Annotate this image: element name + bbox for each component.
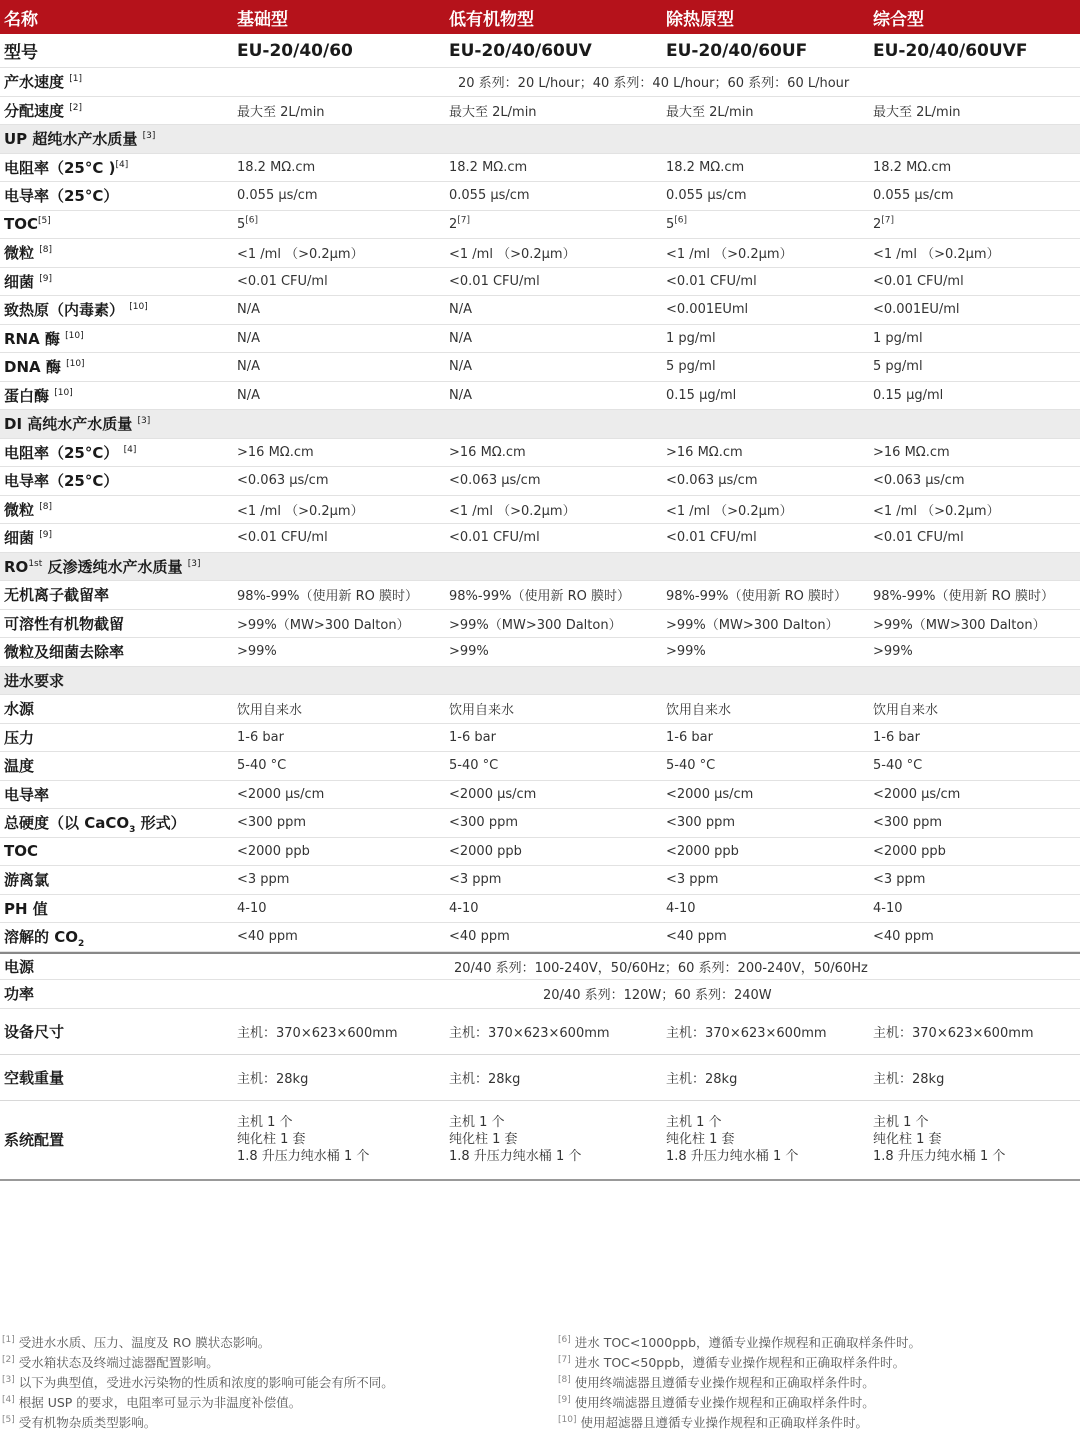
- cell: 5 pg/ml: [873, 359, 923, 375]
- cell: 主机：370×623×600mm: [873, 1025, 1034, 1041]
- cell: <3 ppm: [666, 872, 719, 888]
- cell: <0.063 μs/cm: [237, 473, 329, 489]
- row-label: 型号: [4, 43, 38, 63]
- footnote: [8] 使用终端滤器且遵循专业操作规程和正确取样条件时。: [558, 1374, 875, 1390]
- cell: 最大至 2L/min: [237, 104, 325, 120]
- row-label: 溶解的 $CO_2$: [4, 928, 85, 950]
- cell: 饮用自来水: [449, 703, 515, 719]
- cell-span: 20/40 系列：120W；60 系列：240W: [543, 988, 772, 1004]
- row-label: 电导率: [4, 785, 50, 804]
- cell: <0.01 CFU/ml: [449, 273, 540, 289]
- cell: 4-10: [666, 900, 696, 916]
- cell: N/A: [449, 302, 472, 318]
- cell: <0.01 CFU/ml: [449, 530, 540, 546]
- row-label: PH 值: [4, 899, 48, 918]
- row-weight: [0, 1055, 1080, 1101]
- row-label: TOC[5]: [4, 215, 51, 234]
- cell: <1 /ml （>0.2μm）: [666, 503, 793, 519]
- cell: <0.01 CFU/ml: [237, 530, 328, 546]
- row-label: RNA 酶 [10]: [4, 329, 84, 348]
- cell: 0.055 μs/cm: [666, 188, 747, 204]
- row-up-toc: [0, 211, 1080, 240]
- footnote: [2] 受水箱状态及终端过滤器配置影响。: [2, 1354, 219, 1370]
- section-feed: [0, 667, 1080, 696]
- cell: <1 /ml （>0.2μm）: [449, 247, 576, 263]
- row-power: [0, 952, 1080, 981]
- row-feed-pressure: [0, 724, 1080, 753]
- cell: N/A: [449, 330, 472, 346]
- footnote: [5] 受有机物杂质类型影响。: [2, 1414, 157, 1430]
- cell: 5-40 °C: [449, 758, 499, 774]
- row-label: 电阻率（25°C )[4]: [4, 158, 129, 177]
- cell: <0.01 CFU/ml: [666, 530, 757, 546]
- cell: >99%（MW>300 Dalton）: [237, 617, 410, 633]
- cell: <2000 μs/cm: [666, 786, 754, 802]
- footnote: [9] 使用终端滤器且遵循专业操作规程和正确取样条件时。: [558, 1394, 875, 1410]
- row-di-resistivity: [0, 439, 1080, 468]
- cell: 主机：28kg: [449, 1071, 521, 1087]
- cell: 饮用自来水: [666, 703, 732, 719]
- row-up-protease: [0, 382, 1080, 411]
- cell: 主机：28kg: [666, 1071, 738, 1087]
- row-ro-organic: [0, 610, 1080, 639]
- cell: >16 MΩ.cm: [237, 444, 314, 460]
- cell: <300 ppm: [237, 815, 307, 831]
- cell: 5-40 °C: [666, 758, 716, 774]
- cell: 1-6 bar: [449, 729, 496, 745]
- cell: 98%-99%（使用新 RO 膜时）: [873, 589, 1055, 605]
- footnote: [7] 进水 TOC<50ppb，遵循专业操作规程和正确取样条件时。: [558, 1354, 906, 1370]
- row-feed-ph: [0, 895, 1080, 924]
- cell: EU-20/40/60UVF: [873, 40, 1028, 61]
- cell: >99%（MW>300 Dalton）: [873, 617, 1046, 633]
- cell: <0.01 CFU/ml: [237, 273, 328, 289]
- cell: 主机：370×623×600mm: [449, 1025, 610, 1041]
- row-label: 温度: [4, 757, 35, 776]
- row-label: 总硬度（以 CaCO$_3$ 形式）: [4, 814, 186, 836]
- cell: 18.2 MΩ.cm: [873, 159, 952, 175]
- cell: 最大至 2L/min: [449, 104, 537, 120]
- row-label: 微粒 [8]: [4, 500, 52, 519]
- cell-span: 20 系列：20 L/hour；40 系列：40 L/hour；60 系列：60 L/hour: [458, 76, 850, 92]
- row-label: 空载重量: [4, 1068, 65, 1087]
- row-label: 设备尺寸: [4, 1022, 65, 1041]
- row-label: 无机离子截留率: [4, 586, 110, 605]
- cell: <3 ppm: [873, 872, 926, 888]
- cell: >99%（MW>300 Dalton）: [449, 617, 622, 633]
- cell: <1 /ml （>0.2μm）: [449, 503, 576, 519]
- table-header: [0, 0, 1080, 34]
- row-label: 微粒及细菌去除率: [4, 643, 125, 662]
- cell: <2000 ppb: [666, 843, 739, 859]
- row-up-pyrogen: [0, 296, 1080, 325]
- section-up: [0, 125, 1080, 154]
- row-flow: [0, 68, 1080, 97]
- cell: 最大至 2L/min: [873, 104, 961, 120]
- cell: N/A: [449, 387, 472, 403]
- row-label: 电阻率（25°C） [4]: [4, 443, 137, 462]
- cell: >16 MΩ.cm: [449, 444, 526, 460]
- row-config: [0, 1101, 1080, 1181]
- row-dispense: [0, 97, 1080, 126]
- cell: 4-10: [237, 900, 267, 916]
- row-feed-source: [0, 695, 1080, 724]
- cell: <40 ppm: [449, 929, 510, 945]
- footnotes-right: [558, 1333, 921, 1433]
- cell: EU-20/40/60: [237, 40, 353, 61]
- cell: 主机 1 个 纯化柱 1 套 1.8 升压力纯水桶 1 个: [873, 1115, 1006, 1164]
- cell: EU-20/40/60UV: [449, 40, 592, 61]
- cell: >99%: [666, 644, 706, 660]
- cell: 4-10: [449, 900, 479, 916]
- row-up-dnase: [0, 353, 1080, 382]
- cell-span: 20/40 系列：100-240V，50/60Hz；60 系列：200-240V，50/60Hz: [454, 960, 868, 976]
- cell: 4-10: [873, 900, 903, 916]
- cell: N/A: [237, 302, 260, 318]
- section-title: $RO^{1st}$ 反渗透纯水产水质量 [3]: [4, 557, 201, 576]
- cell: EU-20/40/60UF: [666, 40, 808, 61]
- cell: 2[7]: [873, 215, 895, 232]
- cell: >99%: [873, 644, 913, 660]
- row-label: 功率: [4, 985, 35, 1004]
- section-di: [0, 410, 1080, 439]
- cell: <3 ppm: [237, 872, 290, 888]
- header-col-combined: 综合型: [873, 9, 924, 30]
- cell: <300 ppm: [873, 815, 943, 831]
- cell: <1 /ml （>0.2μm）: [873, 247, 1000, 263]
- cell: 5-40 °C: [873, 758, 923, 774]
- cell: <2000 ppb: [237, 843, 310, 859]
- cell: 主机：370×623×600mm: [237, 1025, 398, 1041]
- cell: <0.001EU/ml: [873, 302, 960, 318]
- row-ro-removal: [0, 638, 1080, 667]
- cell: 98%-99%（使用新 RO 膜时）: [449, 589, 631, 605]
- header-col-depyrogen: 除热原型: [666, 9, 734, 30]
- cell: 98%-99%（使用新 RO 膜时）: [237, 589, 419, 605]
- cell: N/A: [237, 359, 260, 375]
- row-feed-toc: [0, 838, 1080, 867]
- row-label: 电导率（25°C）: [4, 472, 119, 491]
- cell: 1 pg/ml: [666, 330, 716, 346]
- cell: <40 ppm: [237, 929, 298, 945]
- cell: <2000 μs/cm: [873, 786, 961, 802]
- cell: <40 ppm: [666, 929, 727, 945]
- cell: 主机 1 个 纯化柱 1 套 1.8 升压力纯水桶 1 个: [666, 1115, 799, 1164]
- cell: 5-40 °C: [237, 758, 287, 774]
- cell: N/A: [237, 330, 260, 346]
- cell: 2[7]: [449, 215, 471, 232]
- cell: N/A: [237, 387, 260, 403]
- cell: <0.063 μs/cm: [666, 473, 758, 489]
- footnote: [6] 进水 TOC<1000ppb，遵循专业操作规程和正确取样条件时。: [558, 1334, 921, 1350]
- row-feed-chlorine: [0, 866, 1080, 895]
- cell: 主机：28kg: [237, 1071, 309, 1087]
- row-label: 电导率（25°C）: [4, 187, 119, 206]
- cell: <0.01 CFU/ml: [666, 273, 757, 289]
- cell: 饮用自来水: [237, 703, 303, 719]
- cell: <3 ppm: [449, 872, 502, 888]
- row-di-conductivity: [0, 467, 1080, 496]
- cell: 0.055 μs/cm: [449, 188, 530, 204]
- section-ro: [0, 553, 1080, 582]
- row-up-bacteria: [0, 268, 1080, 297]
- cell: <1 /ml （>0.2μm）: [237, 503, 364, 519]
- row-label: 分配速度 [2]: [4, 101, 82, 120]
- cell: <2000 ppb: [449, 843, 522, 859]
- row-label: 可溶性有机物截留: [4, 614, 125, 633]
- cell: 最大至 2L/min: [666, 104, 754, 120]
- cell: <1 /ml （>0.2μm）: [237, 247, 364, 263]
- row-label: 蛋白酶 [10]: [4, 386, 73, 405]
- cell: >99%（MW>300 Dalton）: [666, 617, 839, 633]
- cell: <2000 μs/cm: [449, 786, 537, 802]
- row-up-rnase: [0, 325, 1080, 354]
- cell: <300 ppm: [666, 815, 736, 831]
- cell: >16 MΩ.cm: [873, 444, 950, 460]
- section-title: DI 高纯水产水质量 [3]: [4, 415, 151, 434]
- cell: <2000 ppb: [873, 843, 946, 859]
- row-feed-conductivity: [0, 781, 1080, 810]
- row-up-resistivity: [0, 154, 1080, 183]
- row-label: 系统配置: [4, 1131, 65, 1149]
- row-label: 游离氯: [4, 871, 50, 890]
- row-feed-co2: [0, 923, 1080, 952]
- cell: >99%: [237, 644, 277, 660]
- cell: <0.01 CFU/ml: [873, 273, 964, 289]
- row-label: 电源: [4, 957, 35, 976]
- row-label: 细菌 [9]: [4, 272, 52, 291]
- row-label: 水源: [4, 700, 35, 719]
- cell: 5[6]: [237, 215, 259, 232]
- cell: 主机 1 个 纯化柱 1 套 1.8 升压力纯水桶 1 个: [449, 1115, 582, 1164]
- cell: >99%: [449, 644, 489, 660]
- cell: 饮用自来水: [873, 703, 939, 719]
- cell: <0.063 μs/cm: [449, 473, 541, 489]
- header-col-basic: 基础型: [237, 9, 288, 30]
- footnote: [10] 使用超滤器且遵循专业操作规程和正确取样条件时。: [558, 1414, 868, 1430]
- footnote: [1] 受进水水质、压力、温度及 RO 膜状态影响。: [2, 1334, 271, 1350]
- section-title: 进水要求: [4, 671, 65, 690]
- row-up-conductivity: [0, 182, 1080, 211]
- cell: 0.055 μs/cm: [237, 188, 318, 204]
- footnotes-left: [2, 1333, 394, 1433]
- section-title: UP 超纯水产水质量 [3]: [4, 130, 156, 149]
- row-ro-ion: [0, 581, 1080, 610]
- cell: 主机：370×623×600mm: [666, 1025, 827, 1041]
- cell: 0.15 μg/ml: [666, 387, 737, 403]
- cell: <0.01 CFU/ml: [873, 530, 964, 546]
- footnote: [4] 根据 USP 的要求，电阻率可显示为非温度补偿值。: [2, 1394, 302, 1410]
- cell: 主机 1 个 纯化柱 1 套 1.8 升压力纯水桶 1 个: [237, 1115, 370, 1164]
- header-name: 名称: [4, 9, 38, 30]
- row-label: 细菌 [9]: [4, 529, 52, 548]
- cell: N/A: [449, 359, 472, 375]
- cell: <1 /ml （>0.2μm）: [873, 503, 1000, 519]
- cell: 0.055 μs/cm: [873, 188, 954, 204]
- cell: 98%-99%（使用新 RO 膜时）: [666, 589, 848, 605]
- row-size: [0, 1009, 1080, 1055]
- row-model: [0, 34, 1080, 68]
- cell: 1-6 bar: [237, 729, 284, 745]
- cell: 18.2 MΩ.cm: [237, 159, 316, 175]
- cell: 18.2 MΩ.cm: [449, 159, 528, 175]
- cell: <300 ppm: [449, 815, 519, 831]
- row-wattage: [0, 980, 1080, 1009]
- row-label: 压力: [4, 728, 35, 747]
- footnote: [3] 以下为典型值，受进水污染物的性质和浓度的影响可能会有所不同。: [2, 1374, 394, 1390]
- cell: 1 pg/ml: [873, 330, 923, 346]
- header-col-low-organic: 低有机物型: [449, 9, 534, 30]
- cell: 0.15 μg/ml: [873, 387, 944, 403]
- cell: 1-6 bar: [666, 729, 713, 745]
- row-di-bacteria: [0, 524, 1080, 553]
- row-feed-temp: [0, 752, 1080, 781]
- row-up-particle: [0, 239, 1080, 268]
- row-label: 产水速度 [1]: [4, 73, 82, 92]
- row-label: 微粒 [8]: [4, 244, 52, 263]
- cell: >16 MΩ.cm: [666, 444, 743, 460]
- row-label: DNA 酶 [10]: [4, 358, 85, 377]
- cell: <1 /ml （>0.2μm）: [666, 247, 793, 263]
- row-label: 致热原（内毒素） [10]: [4, 301, 148, 320]
- cell: <2000 μs/cm: [237, 786, 325, 802]
- cell: 18.2 MΩ.cm: [666, 159, 745, 175]
- row-feed-hardness: [0, 809, 1080, 838]
- cell: 1-6 bar: [873, 729, 920, 745]
- cell: <40 ppm: [873, 929, 934, 945]
- row-di-particle: [0, 496, 1080, 525]
- row-label: TOC: [4, 842, 38, 861]
- cell: 5 pg/ml: [666, 359, 716, 375]
- cell: <0.001EUml: [666, 302, 749, 318]
- cell: <0.063 μs/cm: [873, 473, 965, 489]
- cell: 主机：28kg: [873, 1071, 945, 1087]
- cell: 5[6]: [666, 215, 688, 232]
